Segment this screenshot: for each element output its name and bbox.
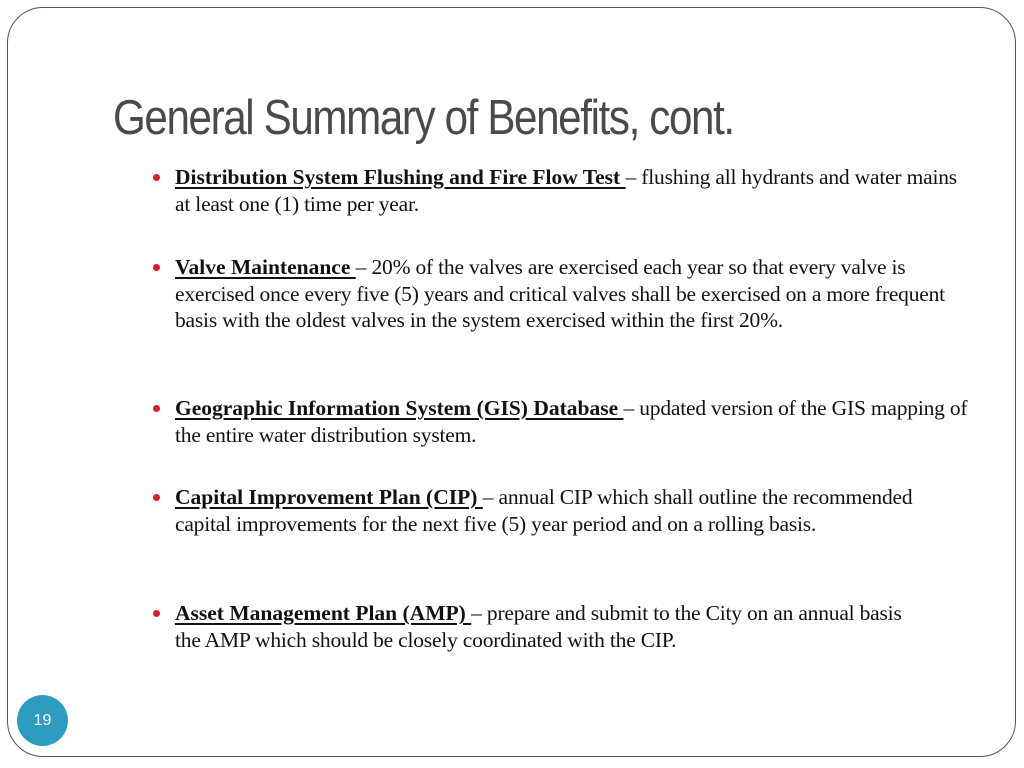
slide-title: General Summary of Benefits, cont. — [113, 91, 734, 145]
bullet-dot-icon — [153, 405, 160, 412]
bullet-term: Capital Improvement Plan (CIP) — [175, 485, 483, 509]
bullet-dot-icon — [153, 174, 160, 181]
bullet-text: – prepare and submit to the City on an annual basis the AMP which should be closely coordinated with the CIP. — [175, 601, 902, 652]
bullet-item-valve-maintenance — [175, 254, 955, 334]
bullet-text: – 20% of the valves are exercised each year so that every valve is exercised once every five (5) years and critical valves shall be exercised on a more frequent basis with the oldest valves in the system exercised within the first 20%. — [175, 255, 945, 332]
bullet-dot-icon — [153, 610, 160, 617]
bullet-dot-icon — [153, 494, 160, 501]
bullet-text: – updated version of the GIS mapping of the entire water distribution system. — [175, 396, 968, 447]
bullet-text: – annual CIP which shall outline the recommended capital improvements for the next five (5) year period and on a rolling basis. — [175, 485, 913, 536]
page-number-badge: 19 — [17, 695, 68, 746]
bullet-item-gis-database — [175, 395, 975, 448]
bullet-item-cip — [175, 484, 945, 537]
bullet-item-amp — [175, 600, 925, 653]
bullet-dot-icon — [153, 264, 160, 271]
bullet-term: Valve Maintenance — [175, 255, 356, 279]
bullet-term: Asset Management Plan (AMP) — [175, 601, 472, 625]
bullet-term: Distribution System Flushing and Fire Flow Test — [175, 165, 626, 189]
bullet-term: Geographic Information System (GIS) Database — [175, 396, 624, 420]
bullet-item-flushing — [175, 164, 965, 217]
bullet-text: – flushing all hydrants and water mains at least one (1) time per year. — [175, 165, 957, 216]
